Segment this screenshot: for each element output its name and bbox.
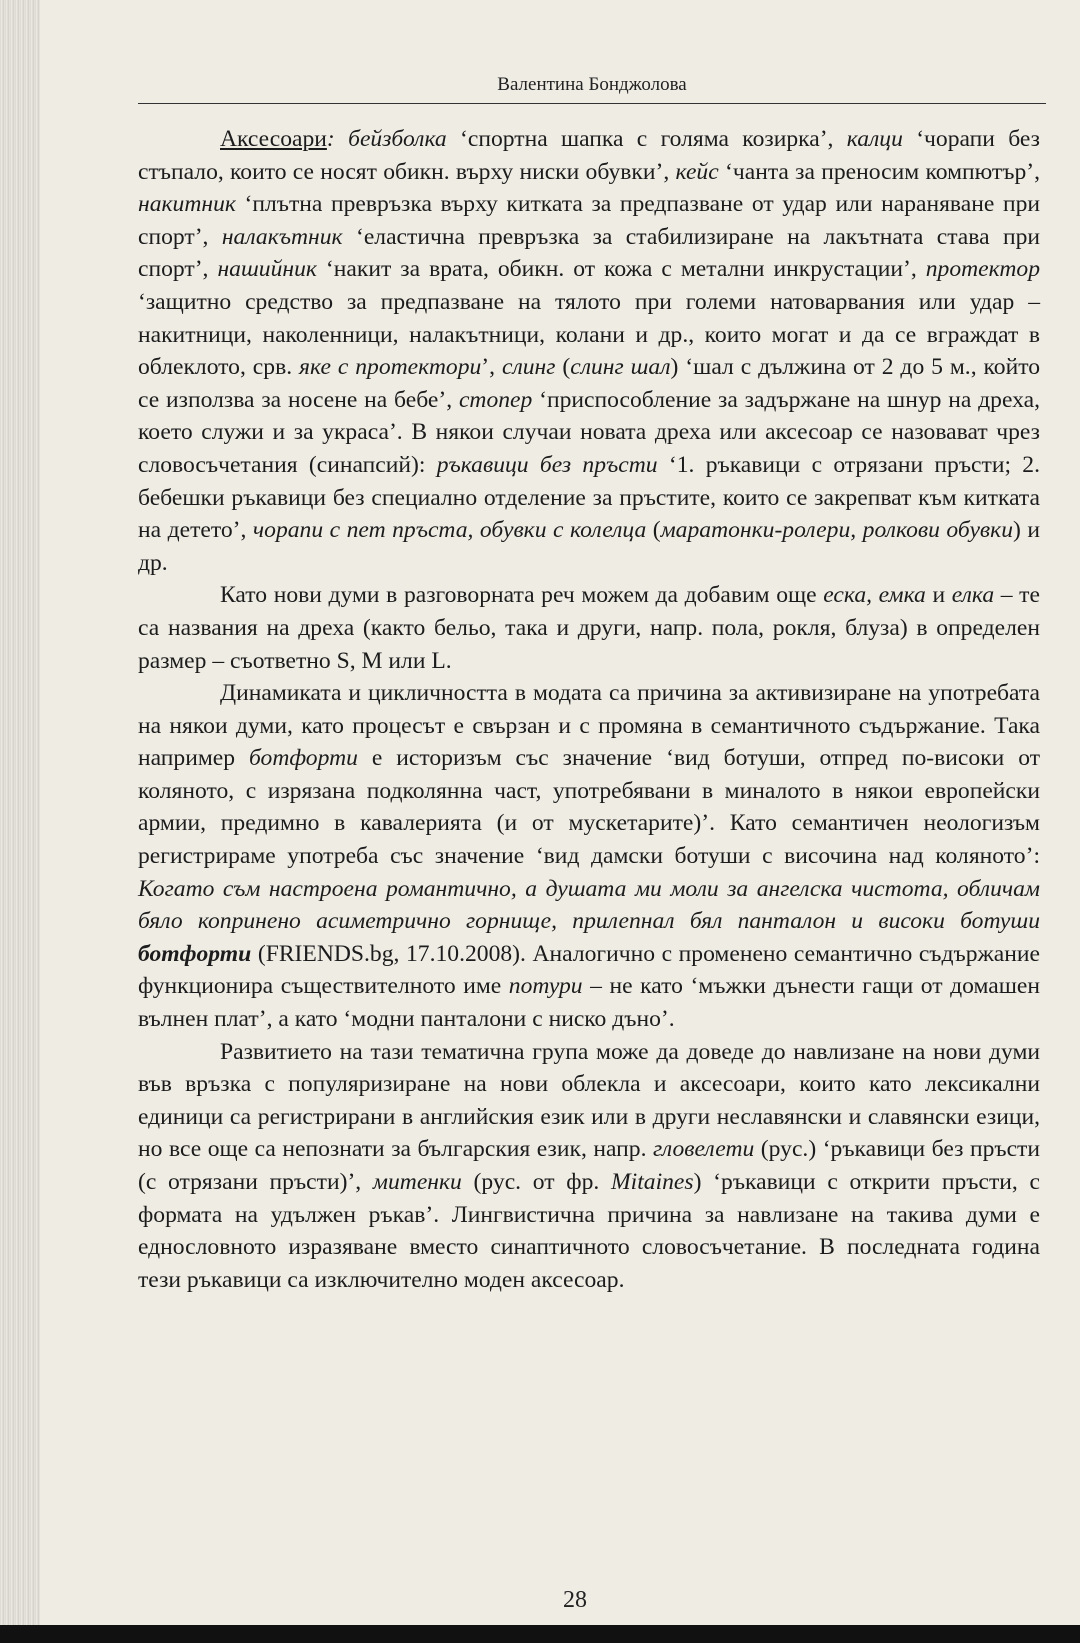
text-run: : — [326, 126, 349, 152]
scan-bottom-edge — [0, 1625, 1080, 1643]
text-run: Когато съм настроена романтично, а душата ми моли за ангелска чистота, обличам бяло копринено асиметрично горнище, прилепнал бял панталон и високи ботуши — [138, 875, 1040, 935]
paragraph — [138, 1036, 1040, 1297]
text-run: ‘чорапи без стъпало, които се носят обикн. върху ниски обувки’, — [138, 126, 1040, 185]
text-run: Аксесоари — [220, 126, 327, 152]
text-run: ‘накит за врата, обикн. от кожа с метални инкрустации’, — [316, 256, 926, 283]
text-run: стопер — [458, 386, 533, 413]
text-run: Развитието на тази тематична група може да доведе до навлизане на нови думи във връзка с популяризиране на нови облекла и аксесоари, които като лексикални единици са регистрирани в английския език или в други неславянски и славянски езици, но все още са непознати за българския език, напр. — [138, 1038, 1040, 1163]
text-run: – те са названия на дреха (както бельо, така и други, напр. пола, рокля, блуза) в определен размер – съответно S, M или L. — [138, 582, 1040, 674]
text-run: калци — [846, 126, 903, 152]
text-run: нашийник — [217, 256, 317, 283]
text-run: и — [925, 582, 952, 609]
text-run: е историзъм със значение ‘вид ботуши, отпред по-високи от коляното, с изрязана подколянна част, употребявани в миналото в някои европейски армии, предимно в кавалерията (и от мускетарите)’. Като семантичен неологизъм регистрираме употреба със значение ‘вид дамски ботуши с височина над коляното’: — [138, 745, 1040, 870]
text-run: ‘приспособление за задържане на шнур на дреха, което служи и за украса’. В някои случаи новата дреха или аксесоар се назовават чрез словосъчетания (синапсий): — [138, 386, 1040, 478]
text-run: ‘плътна превръзка върху китката за предпазване от удар или нараняване при спорт’, — [138, 191, 1040, 250]
text-run: ‘спортна шапка с голяма козирка’, — [446, 126, 847, 152]
text-run: Mitaines — [611, 1169, 694, 1195]
text-run: Динамиката и цикличността в модата са причина за активизиране на употребата на някои думи, като процесът е свързан и с промяна в семантичното съдържание. Така например — [138, 680, 1040, 772]
body-text — [138, 123, 1040, 1296]
text-run: накитник — [138, 191, 236, 218]
text-run: гловелети — [653, 1136, 755, 1163]
text-run: ботфорти — [138, 940, 252, 967]
text-run: слинг шал — [570, 354, 671, 381]
text-run: ръкавици без пръсти — [436, 451, 658, 478]
text-run: ‘защитно средство за предпазване на тялото при големи натоварвания или удар – накитници, наколенници, налакътници, колани и др., които могат и да се вграждат в облеклото, срв. — [138, 288, 1040, 381]
page-edges — [0, 0, 40, 1643]
text-run: ) ‘ръкавици с открити пръсти, с формата на удължен ръкав’. Лингвистична причина за навлизане на такива думи е еднословното изразяване вместо синаптичното словосъчетание. В последната година тези ръкавици са изключително моден аксесоар. — [138, 1169, 1041, 1293]
running-header: Валентина Бонджолова — [497, 74, 687, 95]
text-run: слинг — [501, 354, 556, 381]
text-run: ‘еластична превръзка за стабилизиране на лакътната става при спорт’, — [138, 223, 1040, 283]
text-run: ) ‘шал с дължина от 2 до 5 м., който се използва за носене на бебе’, — [138, 354, 1040, 413]
text-run: маратонки-ролери, ролкови обувки — [660, 517, 1013, 544]
text-run: ’, — [481, 354, 502, 381]
paragraph — [138, 579, 1040, 677]
text-run: яке с протектори — [299, 354, 482, 381]
text-run: ‘1. ръкавици с отрязани пръсти; 2. бебешки ръкавици без специално отделение за пръстите, които се закрепват към китката на детето’, — [138, 451, 1040, 544]
text-run: бейзболка — [348, 126, 447, 152]
text-run: елка — [951, 582, 995, 609]
text-run: кейс — [675, 158, 719, 185]
text-run: ( — [646, 517, 661, 544]
paragraph — [138, 123, 1040, 579]
text-run: Като нови думи в разговорната реч можем да добавим още — [220, 582, 824, 609]
paragraph — [138, 677, 1040, 1036]
text-run: налакътник — [221, 223, 343, 250]
text-run: чорапи с пет пръста, обувки с колелца — [252, 517, 647, 544]
text-run: протектор — [925, 256, 1040, 283]
text-run: (рус. от фр. — [461, 1169, 612, 1195]
text-run: ) и др. — [138, 517, 1040, 576]
text-run: ботфорти — [248, 745, 358, 772]
page-number: 28 — [563, 1587, 587, 1613]
text-run: – не като ‘мъжки дънести гащи от домашен вълнен плат’, а като ‘модни панталони с ниско дъно’. — [138, 973, 1040, 1033]
text-run: митенки — [372, 1169, 462, 1195]
text-run: ( — [555, 354, 571, 381]
header-rule — [138, 103, 1046, 104]
text-run: потури — [508, 973, 583, 1000]
text-run: ‘чанта за преносим компютър’, — [718, 158, 1040, 185]
text-run: еска, емка — [823, 582, 926, 609]
text-run: (FRIENDS.bg, 17.10.2008). Аналогично с променено семантично съдържание функционира съществителното име — [138, 940, 1040, 1000]
text-run: (рус.) ‘ръкавици без пръсти (с отрязани пръсти)’, — [138, 1136, 1040, 1195]
